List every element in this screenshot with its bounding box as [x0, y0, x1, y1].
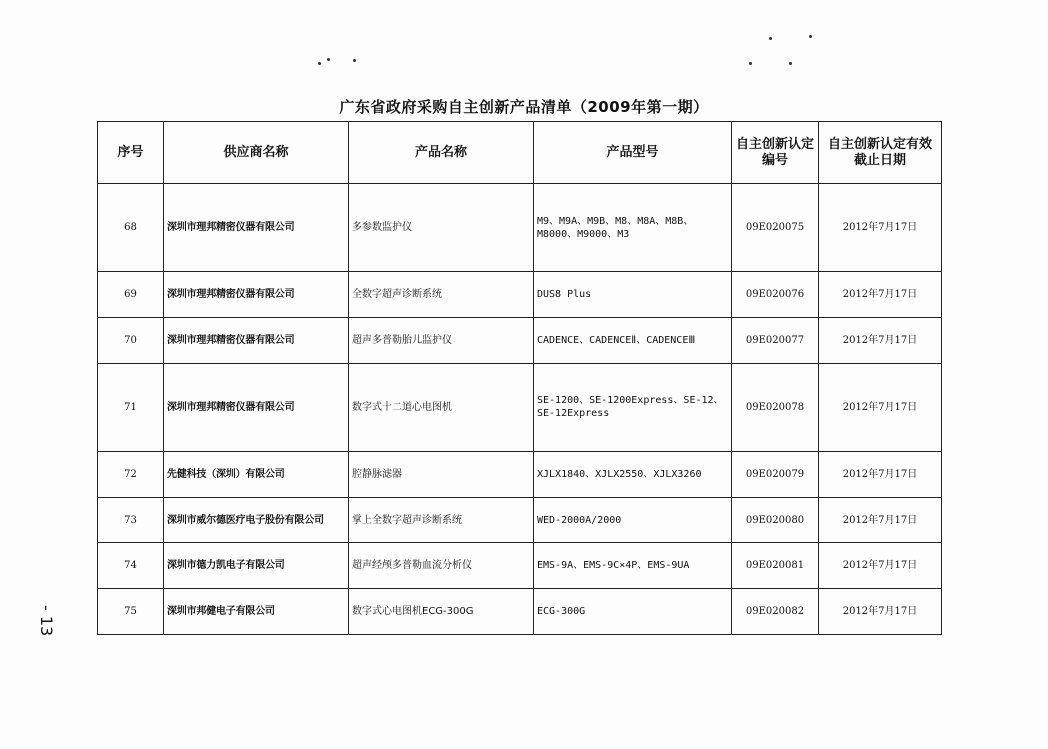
cell-product: 数字式十二道心电图机: [349, 363, 534, 451]
table-row: [98, 543, 942, 589]
cell-product: 数字式心电图机ECG-300G: [349, 589, 534, 635]
cell-date: 2012年7月17日: [819, 272, 942, 318]
table-row: [98, 272, 942, 318]
scan-speck: [327, 58, 330, 61]
cell-date: 2012年7月17日: [819, 543, 942, 589]
cell-supplier: 深圳市理邦精密仪器有限公司: [164, 272, 349, 318]
cell-date: 2012年7月17日: [819, 317, 942, 363]
cell-code: 09E020079: [732, 451, 819, 497]
cell-code: 09E020078: [732, 363, 819, 451]
cell-date: 2012年7月17日: [819, 451, 942, 497]
table-row: [98, 317, 942, 363]
cell-seq: 71: [98, 363, 164, 451]
column-header-code: 自主创新认定编号: [732, 122, 819, 184]
cell-supplier: 深圳市威尔德医疗电子股份有限公司: [164, 497, 349, 543]
cell-seq: 72: [98, 451, 164, 497]
column-header-supplier: 供应商名称: [164, 122, 349, 184]
table-header-row: [98, 122, 942, 184]
cell-product: 超声经颅多普勒血流分析仪: [349, 543, 534, 589]
cell-date: 2012年7月17日: [819, 363, 942, 451]
cell-seq: 75: [98, 589, 164, 635]
column-header-product: 产品名称: [349, 122, 534, 184]
cell-supplier: 深圳市德力凯电子有限公司: [164, 543, 349, 589]
product-table: [97, 121, 942, 635]
page-number-text: - 13: [37, 605, 56, 637]
cell-date: 2012年7月17日: [819, 497, 942, 543]
page-number: [37, 605, 56, 636]
cell-code: 09E020080: [732, 497, 819, 543]
cell-model: SE-1200、SE-1200Express、SE-12、SE-12Express: [534, 363, 732, 451]
cell-supplier: 深圳市邦健电子有限公司: [164, 589, 349, 635]
cell-model: CADENCE、CADENCEⅡ、CADENCEⅢ: [534, 317, 732, 363]
cell-date: 2012年7月17日: [819, 589, 942, 635]
scan-speck: [789, 62, 792, 65]
scan-speck: [809, 35, 812, 38]
table-row: [98, 451, 942, 497]
table-row: [98, 363, 942, 451]
cell-seq: 69: [98, 272, 164, 318]
cell-code: 09E020076: [732, 272, 819, 318]
table-row: [98, 497, 942, 543]
cell-supplier: 先健科技（深圳）有限公司: [164, 451, 349, 497]
cell-model: DUS8 Plus: [534, 272, 732, 318]
cell-product: 全数字超声诊断系统: [349, 272, 534, 318]
cell-seq: 73: [98, 497, 164, 543]
cell-date: 2012年7月17日: [819, 184, 942, 272]
cell-supplier: 深圳市理邦精密仪器有限公司: [164, 363, 349, 451]
cell-model: WED-2000A/2000: [534, 497, 732, 543]
cell-seq: 74: [98, 543, 164, 589]
cell-code: 09E020077: [732, 317, 819, 363]
column-header-seq: 序号: [98, 122, 164, 184]
table-row: [98, 184, 942, 272]
scan-speck: [769, 37, 772, 40]
cell-model: ECG-300G: [534, 589, 732, 635]
scan-speck: [353, 59, 356, 62]
scan-speck: [749, 62, 752, 65]
document-title: 广东省政府采购自主创新产品清单（2009年第一期）: [339, 98, 709, 116]
cell-product: 超声多普勒胎儿监护仪: [349, 317, 534, 363]
column-header-model: 产品型号: [534, 122, 732, 184]
cell-seq: 70: [98, 317, 164, 363]
cell-code: 09E020082: [732, 589, 819, 635]
cell-seq: 68: [98, 184, 164, 272]
cell-code: 09E020075: [732, 184, 819, 272]
cell-model: EMS-9A、EMS-9C×4P、EMS-9UA: [534, 543, 732, 589]
cell-code: 09E020081: [732, 543, 819, 589]
cell-product: 掌上全数字超声诊断系统: [349, 497, 534, 543]
cell-supplier: 深圳市理邦精密仪器有限公司: [164, 317, 349, 363]
scan-speck: [318, 62, 321, 65]
column-header-date: 自主创新认定有效截止日期: [819, 122, 942, 184]
cell-product: 多参数监护仪: [349, 184, 534, 272]
table-row: [98, 589, 942, 635]
cell-model: M9、M9A、M9B、M8、M8A、M8B、M8000、M9000、M3: [534, 184, 732, 272]
cell-product: 腔静脉滤器: [349, 451, 534, 497]
cell-model: XJLX1840、XJLX2550、XJLX3260: [534, 451, 732, 497]
cell-supplier: 深圳市理邦精密仪器有限公司: [164, 184, 349, 272]
